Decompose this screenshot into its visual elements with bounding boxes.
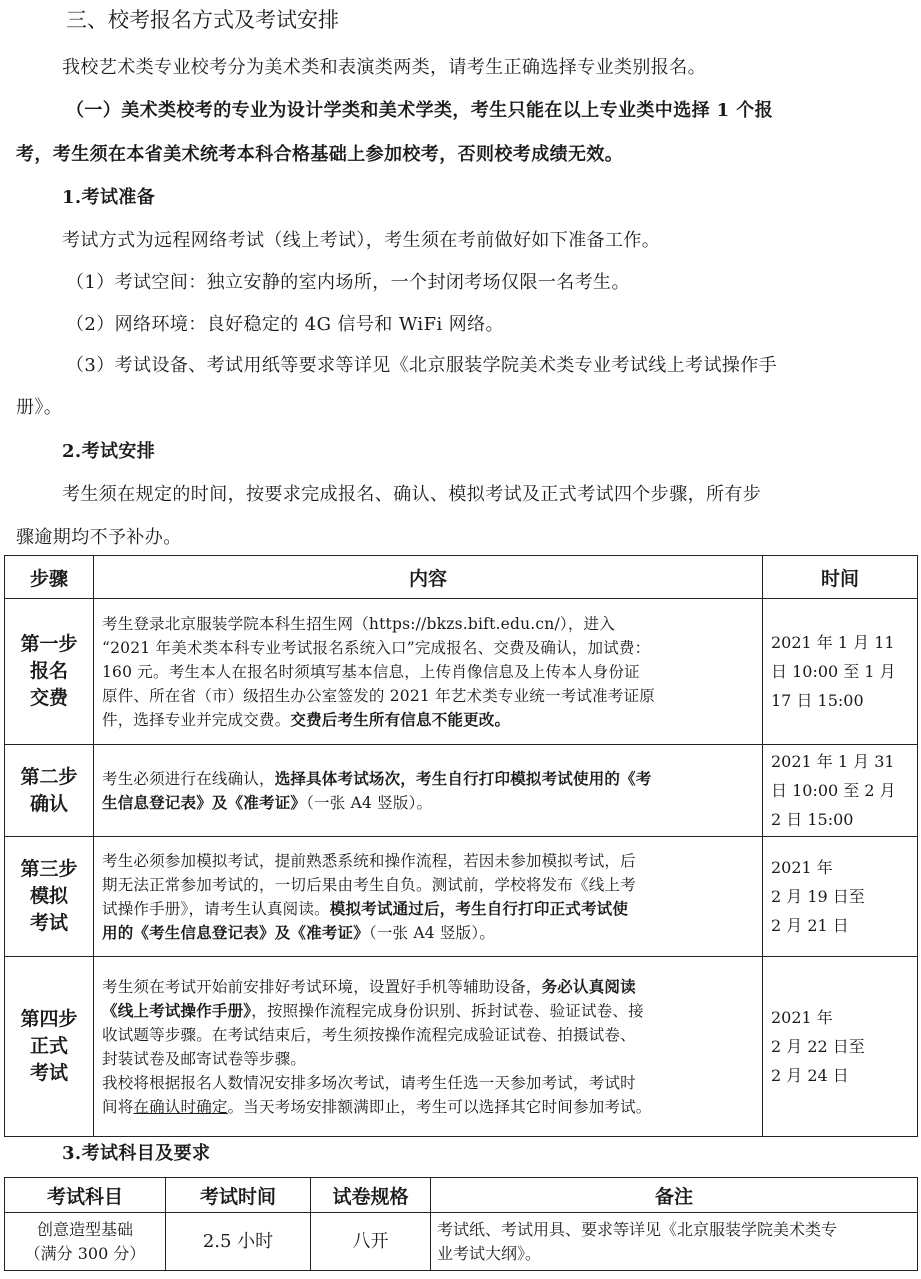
content-underline: 在确认时确定 (133, 1097, 228, 1116)
header-duration: 考试时间 (166, 1178, 311, 1213)
content-line: “2021 年美术类本科专业考试报名系统入口”完成报名、交费及确认，加试费： (102, 638, 651, 657)
content-text: 件，选择专业并完成交费。 (102, 710, 291, 729)
step-label: 交费 (29, 687, 68, 709)
header-paper: 试卷规格 (311, 1178, 431, 1213)
subject-name: 创意造型基础 (36, 1219, 133, 1239)
prep-item-3-line2: 册》。 (16, 397, 63, 418)
art-note-line1: （一）美术类校考的专业为设计学类和美术学类，考生只能在以上专业类中选择 1 个报 (66, 100, 774, 121)
step-cell (5, 599, 94, 745)
time-line: 2 日 15:00 (771, 810, 854, 829)
intro-paragraph: 我校艺术类专业校考分为美术类和表演类两类，请考生正确选择专业类别报名。 (62, 57, 706, 78)
note-line: 业考试大纲》。 (437, 1243, 542, 1263)
paper-cell: 八开 (311, 1213, 431, 1271)
step-label: 正式 (29, 1035, 68, 1057)
step-label: 考试 (29, 912, 68, 934)
content-text: 。当天考场安排额满即止，考生可以选择其它时间参加考试。 (227, 1097, 652, 1116)
note-cell (431, 1213, 918, 1271)
content-line (102, 921, 756, 945)
content-line: 收试题等步骤。在考试结束后，考生须按操作流程完成验证试卷、拍摄试卷、 (102, 1025, 636, 1044)
time-line: 日 10:00 至 2 月 (771, 781, 896, 800)
content-emphasis: 用的《考生信息登记表》及《准考证》 (102, 922, 369, 942)
step-label: 第一步 (20, 633, 78, 655)
art-note-line2: 考，考生须在本省美术统考本科合格基础上参加校考，否则校考成绩无效。 (16, 144, 624, 165)
content-emphasis: 生信息登记表》及《准考证》 (102, 792, 307, 812)
content-line (102, 767, 756, 791)
content-cell (94, 957, 763, 1137)
content-text: ，按照操作流程完成身份识别、拆封试卷、验证试卷、接 (251, 1001, 644, 1020)
table-row (5, 745, 918, 837)
time-line: 2021 年 (771, 858, 833, 877)
content-line (102, 897, 756, 921)
content-line (102, 791, 756, 815)
header-content: 内容 (94, 556, 763, 599)
step-label: 第三步 (20, 858, 78, 880)
time-line: 2 月 22 日至 (771, 1037, 865, 1056)
content-text: 考生须在考试开始前安排好考试环境，设置好手机等辅助设备， (102, 977, 542, 996)
step-label: 第四步 (20, 1008, 78, 1030)
subjects-header-row (5, 1178, 918, 1213)
content-line (102, 1095, 756, 1119)
content-text: 考生必须进行在线确认， (102, 769, 275, 788)
content-emphasis: 模拟考试通过后，考生自行打印正式考试使 (329, 898, 629, 918)
header-note: 备注 (431, 1178, 918, 1213)
content-line: 期无法正常参加考试的，一切后果由考生自负。测试前，学校将发布《线上考 (102, 875, 636, 894)
content-cell (94, 599, 763, 745)
table-row (5, 957, 918, 1137)
content-text: 试操作手册》，请考生认真阅读。 (102, 899, 330, 918)
note-line: 考试纸、考试用具、要求等详见《北京服装学院美术类专 (437, 1219, 838, 1239)
content-cell (94, 837, 763, 957)
step-cell (5, 745, 94, 837)
content-line (102, 708, 756, 732)
content-line: 考生登录北京服装学院本科生招生网（https://bkzs.bift.edu.cn/），进入 (102, 614, 615, 633)
content-emphasis: 交费后考生所有信息不能更改。 (290, 709, 511, 729)
step-label: 第二步 (20, 765, 78, 788)
arrange-heading: 2.考试安排 (62, 441, 156, 462)
time-line: 17 日 15:00 (771, 691, 864, 710)
content-line: 考生必须参加模拟考试，提前熟悉系统和操作流程，若因未参加模拟考试，后 (102, 851, 636, 870)
header-step: 步骤 (5, 556, 94, 599)
content-text: （一张 A4 竖版）。 (306, 793, 433, 812)
prep-item-2: （2）网络环境：良好稳定的 4G 信号和 WiFi 网络。 (66, 314, 504, 335)
time-cell (763, 837, 918, 957)
table-row (5, 599, 918, 745)
step-cell (5, 957, 94, 1137)
content-line (102, 999, 756, 1023)
time-line: 2 月 24 日 (771, 1066, 849, 1085)
content-cell (94, 745, 763, 837)
step-label: 考试 (29, 1062, 68, 1084)
prep-item-1: （1）考试空间：独立安静的室内场所，一个封闭考场仅限一名考生。 (66, 272, 630, 293)
subjects-heading: 3.考试科目及要求 (62, 1143, 211, 1164)
content-text: 间将 (102, 1097, 134, 1116)
step-label: 模拟 (29, 885, 68, 907)
arrange-desc-line2: 骤逾期均不予补办。 (16, 527, 182, 548)
header-subject: 考试科目 (5, 1178, 166, 1213)
content-line (102, 975, 756, 999)
content-line: 封装试卷及邮寄试卷等步骤。 (102, 1049, 307, 1068)
subjects-table (4, 1177, 918, 1271)
table-row (5, 1213, 918, 1271)
prep-desc: 考试方式为远程网络考试（线上考试），考生须在考前做好如下准备工作。 (62, 230, 661, 251)
content-line: 我校将根据报名人数情况安排多场次考试，请考生任选一天参加考试，考试时 (102, 1073, 636, 1092)
time-line: 日 10:00 至 1 月 (771, 662, 896, 681)
content-emphasis: 务必认真阅读 (541, 976, 636, 996)
table-row (5, 837, 918, 957)
time-line: 2 月 21 日 (771, 916, 849, 935)
subject-cell (5, 1213, 166, 1271)
arrange-desc-line1: 考生须在规定的时间，按要求完成报名、确认、模拟考试及正式考试四个步骤，所有步 (62, 484, 762, 505)
time-line: 2021 年 1 月 11 (771, 633, 895, 652)
step-label: 确认 (29, 792, 68, 815)
content-line: 原件、所在省（市）级招生办公室签发的 2021 年艺术类专业统一考试准考证原 (102, 686, 655, 705)
schedule-header-row (5, 556, 918, 599)
subject-score: （满分 300 分） (24, 1243, 146, 1263)
prep-item-3-line1: （3）考试设备、考试用纸等要求等详见《北京服装学院美术类专业考试线上考试操作手 (66, 355, 778, 376)
step-cell (5, 837, 94, 957)
prep-heading: 1.考试准备 (62, 187, 156, 208)
content-text: （一张 A4 竖版）。 (368, 923, 496, 942)
step-label: 报名 (29, 660, 68, 682)
section-title: 三、校考报名方式及考试安排 (66, 8, 339, 32)
time-cell (763, 599, 918, 745)
time-line: 2 月 19 日至 (771, 887, 865, 906)
content-emphasis: 《线上考试操作手册》 (102, 1000, 252, 1020)
time-cell (763, 957, 918, 1137)
duration-cell: 2.5 小时 (166, 1213, 311, 1271)
header-time: 时间 (763, 556, 918, 599)
content-emphasis: 选择具体考试场次，考生自行打印模拟考试使用的《考 (274, 768, 652, 788)
time-line: 2021 年 1 月 31 (771, 752, 895, 771)
schedule-table (4, 555, 918, 1137)
time-cell (763, 745, 918, 837)
time-line: 2021 年 (771, 1008, 833, 1027)
content-line: 160 元。考生本人在报名时须填写基本信息，上传肖像信息及上传本人身份证 (102, 662, 640, 681)
